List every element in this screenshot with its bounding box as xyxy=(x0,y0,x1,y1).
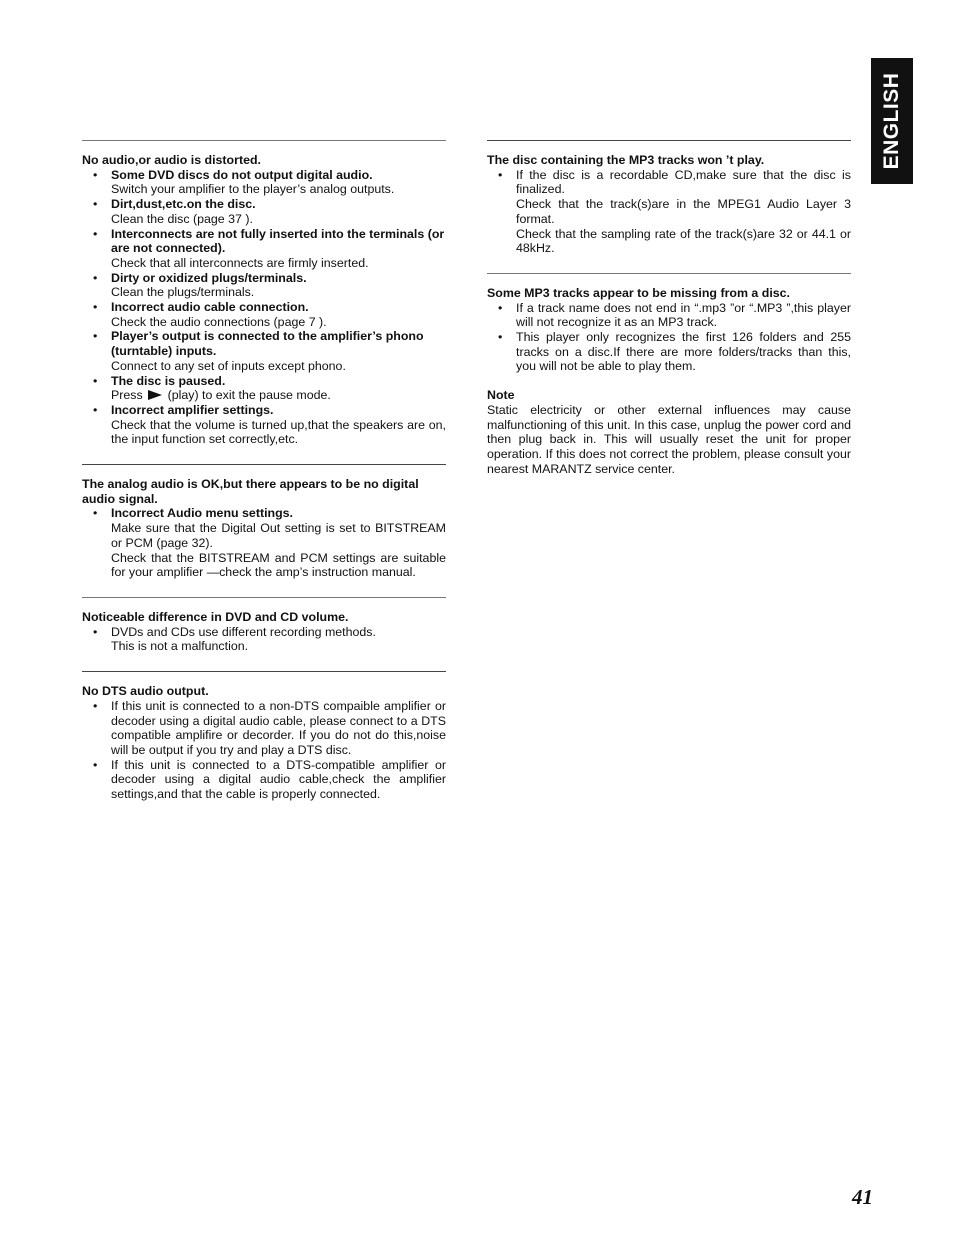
bullet-icon: • xyxy=(93,624,98,639)
cause-list xyxy=(82,699,446,802)
remedy-text: Clean the plugs/terminals. xyxy=(111,285,255,300)
section-title: No DTS audio output. xyxy=(82,684,209,699)
list-item xyxy=(487,330,851,374)
remedy-text: Make sure that the Digital Out setting is set to BITSTREAM or PCM (page 32). xyxy=(111,521,446,550)
remedy-text: Clean the disc (page 37 ). xyxy=(111,211,253,226)
cause-text: Dirty or oxidized plugs/terminals. xyxy=(111,270,307,285)
bullet-icon: • xyxy=(93,757,98,772)
section-volume-difference xyxy=(82,598,446,654)
list-item xyxy=(82,758,446,802)
bullet-icon: • xyxy=(93,167,98,182)
cause-text: Incorrect amplifier settings. xyxy=(111,402,274,417)
item-text: Check that the sampling rate of the track(s)are 32 or 44.1 or 48kHz. xyxy=(516,226,851,256)
remedy-text: Check that the BITSTREAM and PCM settings are suitable for your amplifier —check the amp’s instruction manual. xyxy=(111,550,446,580)
list-item xyxy=(82,506,446,580)
cause-list xyxy=(82,168,446,447)
cause-text: The disc is paused. xyxy=(111,373,226,388)
language-tab xyxy=(871,58,913,184)
remedy-text: Check the audio connections (page 7 ). xyxy=(111,314,327,329)
cause-text: Some DVD discs do not output digital audio. xyxy=(111,167,373,182)
cause-text: Dirt,dust,etc.on the disc. xyxy=(111,197,256,212)
bullet-icon: • xyxy=(93,402,98,417)
item-text: Check that the track(s)are in the MPEG1 Audio Layer 3 format. xyxy=(516,197,851,226)
cause-list xyxy=(487,301,851,375)
remedy-text-pre: Press xyxy=(111,388,143,403)
cause-text: Player’s output is connected to the amplifier’s phono (turntable) inputs. xyxy=(111,329,424,359)
bullet-icon: • xyxy=(93,373,98,388)
list-item xyxy=(82,329,446,373)
list-item xyxy=(487,168,851,256)
section-title: Noticeable difference in DVD and CD volume. xyxy=(82,609,349,624)
section-title: Some MP3 tracks appear to be missing from a disc. xyxy=(487,285,790,300)
page-number: 41 xyxy=(852,1185,873,1209)
section-title: No audio,or audio is distorted. xyxy=(82,153,261,167)
note-title: Note xyxy=(487,388,515,403)
list-item xyxy=(82,197,446,226)
section-title: The analog audio is OK,but there appears to be no digital audio signal. xyxy=(82,477,419,506)
remedy-text: Connect to any set of inputs except phono. xyxy=(111,358,346,373)
left-column xyxy=(82,140,446,802)
remedy-text-post: (play) to exit the pause mode. xyxy=(167,388,331,403)
section-no-audio xyxy=(82,141,446,447)
remedy-text: Check that the volume is turned up,that the speakers are on, the input function set correctly,etc. xyxy=(111,417,446,447)
section-no-dts xyxy=(82,672,446,802)
list-item xyxy=(82,271,446,300)
bullet-icon: • xyxy=(498,330,503,345)
note-body: Static electricity or other external influences may cause malfunctioning of this unit. In this case, unplug the power cord and then plug back in. This will usually reset the unit for proper operation. If this does not correct the problem, please consult your nearest MARANTZ service center. xyxy=(487,402,851,476)
remedy-text xyxy=(111,388,446,403)
note-section xyxy=(487,374,851,476)
list-item xyxy=(487,301,851,330)
list-item xyxy=(82,300,446,329)
remedy-text: Check that all interconnects are firmly inserted. xyxy=(111,255,369,270)
bullet-icon: • xyxy=(498,167,503,182)
item-text: If a track name does not end in “.mp3 ”or “.MP3 ”,this player will not recognize it as an MP3 track. xyxy=(516,300,851,330)
section-title: The disc containing the MP3 tracks won ’t play. xyxy=(487,153,765,167)
item-text: If this unit is connected to a DTS-compatible amplifier or decoder using a digital audio cable,check the amplifier settings,and that the cable is properly connected. xyxy=(111,757,446,802)
right-column xyxy=(487,140,851,476)
bullet-icon: • xyxy=(93,226,98,241)
cause-list xyxy=(82,625,446,654)
list-item xyxy=(82,403,446,447)
cause-text: Incorrect audio cable connection. xyxy=(111,300,309,315)
list-item xyxy=(82,625,446,654)
cause-list xyxy=(82,506,446,580)
cause-text: Incorrect Audio menu settings. xyxy=(111,506,293,521)
cause-list xyxy=(487,168,851,256)
item-text: If the disc is a recordable CD,make sure that the disc is finalized. xyxy=(516,167,851,197)
bullet-icon: • xyxy=(498,300,503,315)
item-text: DVDs and CDs use different recording methods. xyxy=(111,624,376,639)
section-mp3-wont-play xyxy=(487,141,851,256)
list-item xyxy=(82,227,446,271)
section-no-digital-audio xyxy=(82,465,446,580)
language-tab-label: ENGLISH xyxy=(880,72,903,170)
list-item xyxy=(82,374,446,403)
cause-text: Interconnects are not fully inserted into the terminals (or are not connected). xyxy=(111,226,445,256)
list-item xyxy=(82,699,446,758)
item-text: If this unit is connected to a non-DTS compaible amplifier or decoder using a digital audio cable, please connect to a DTS compatible amplifire or decorder. If you do not do this,noise will be output if you try and play a DTS disc. xyxy=(111,698,446,757)
play-icon xyxy=(148,390,162,400)
bullet-icon: • xyxy=(93,270,98,285)
item-text: This is not a malfunction. xyxy=(111,639,249,654)
list-item xyxy=(82,168,446,197)
bullet-icon: • xyxy=(93,197,98,212)
item-text: This player only recognizes the first 126 folders and 255 tracks on a disc.If there are more folders/tracks than this, you will not be able to play them. xyxy=(516,330,851,374)
bullet-icon: • xyxy=(93,300,98,315)
bullet-icon: • xyxy=(93,329,98,344)
bullet-icon: • xyxy=(93,506,98,521)
bullet-icon: • xyxy=(93,698,98,713)
section-mp3-missing xyxy=(487,274,851,374)
remedy-text: Switch your amplifier to the player’s analog outputs. xyxy=(111,182,395,197)
